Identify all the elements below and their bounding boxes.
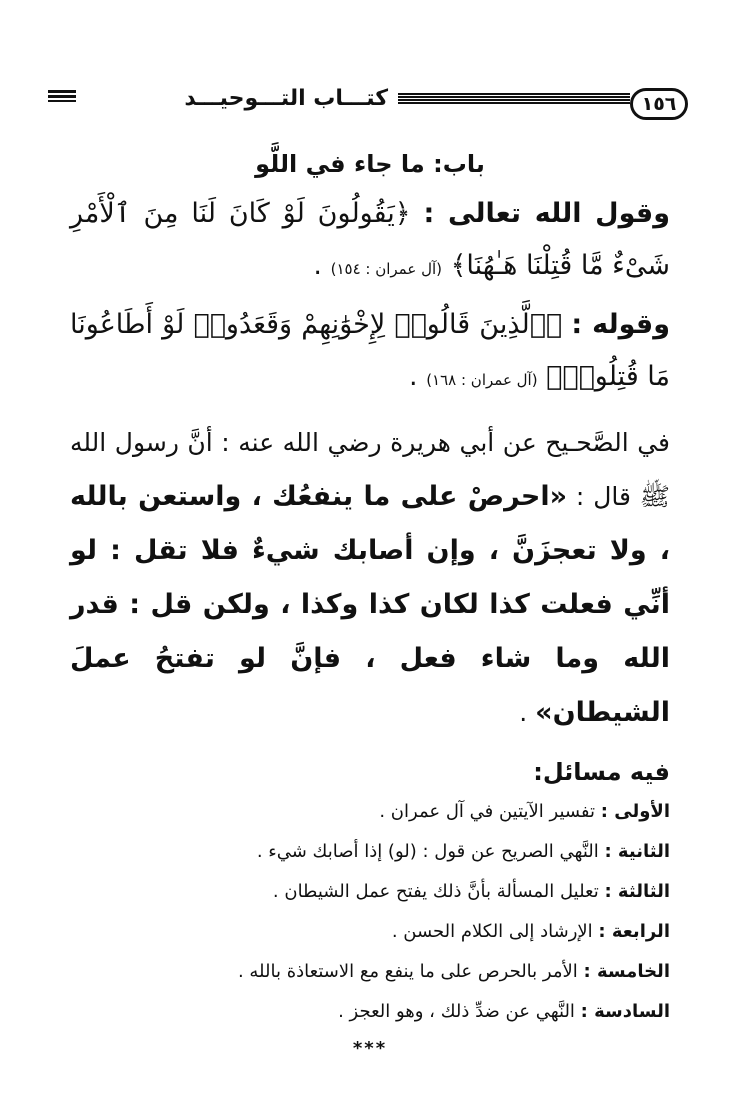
issue-label: الثانية : [604, 841, 670, 862]
issues-title: فيه مسائل: [533, 758, 670, 786]
verse-1-lead: وقول الله تعالى : [423, 198, 671, 229]
issue-text: تعليل المسألة بأنَّ ذلك يفتح عمل الشيطان . [272, 881, 599, 902]
section-divider-stars: *** [352, 1038, 388, 1059]
verse-2-reference: (آل عمران : ١٦٨) [426, 371, 538, 389]
issue-item [70, 992, 670, 1032]
page-header [48, 86, 688, 126]
header-rule [398, 93, 630, 105]
book-title: كتـــاب التـــوحيـــد [184, 86, 388, 111]
hadith-end: . [519, 698, 536, 727]
issue-item [70, 832, 670, 872]
issue-label: الثالثة : [604, 881, 670, 902]
page-content [70, 150, 670, 1059]
chapter-title: باب: ما جاء في اللَّو [255, 150, 485, 178]
issue-text: النَّهي عن ضدِّ ذلك ، وهو العجز . [338, 1001, 575, 1022]
verse-1 [70, 188, 670, 295]
issue-item [70, 952, 670, 992]
issue-label: السادسة : [580, 1001, 670, 1022]
verse-1-text: ﴿يَقُولُونَ لَوْ كَانَ لَنَا مِنَ ٱلْأَمْرِ شَىْءٌ مَّا قُتِلْنَا هَـٰهُنَا﴾ [70, 198, 670, 281]
hadith-text: «احرصْ على ما ينفعُك ، واستعن بالله ، ولا تعجزَنَّ ، وإن أصابك شيءٌ فلا تقل : لو أنِّي فعلت كذا لكان كذا وكذا ، ولكن قل : قدر الله وما شاء فعل ، فإنَّ لو تفتحُ عملَ الشيطان» [70, 481, 670, 728]
hadith-block [70, 416, 670, 740]
issue-text: النَّهي الصريح عن قول : (لو) إذا أصابك شيء . [256, 841, 599, 862]
issue-item [70, 912, 670, 952]
issue-text: الأمر بالحرص على ما ينفع مع الاستعاذة بالله . [237, 961, 578, 982]
verse-2 [70, 299, 670, 406]
verse-2-text: ﴿ٱلَّذِينَ قَالُوا۟ لِإِخْوَٰنِهِمْ وَقَعَدُوا۟ لَوْ أَطَاعُونَا مَا قُتِلُوا۟﴾ [70, 309, 670, 392]
issue-text: الإرشاد إلى الكلام الحسن . [391, 921, 593, 942]
page-number: ١٥٦ [630, 88, 688, 120]
issue-item [70, 872, 670, 912]
verse-2-lead: وقوله : [571, 309, 670, 340]
issue-label: الخامسة : [583, 961, 670, 982]
verse-2-end: . [409, 361, 427, 392]
issue-label: الرابعة : [598, 921, 670, 942]
issue-item [70, 792, 670, 832]
hadith-intro: في الصَّحـيح عن أبي هريرة رضي الله عنه : أنَّ رسول الله ﷺ قال : [70, 428, 670, 511]
verse-1-reference: (آل عمران : ١٥٤) [330, 260, 442, 278]
issue-label: الأولى : [600, 801, 670, 822]
verse-1-end: . [313, 250, 331, 281]
issue-text: تفسير الآيتين في آل عمران . [379, 801, 596, 822]
header-ornament [48, 90, 76, 102]
